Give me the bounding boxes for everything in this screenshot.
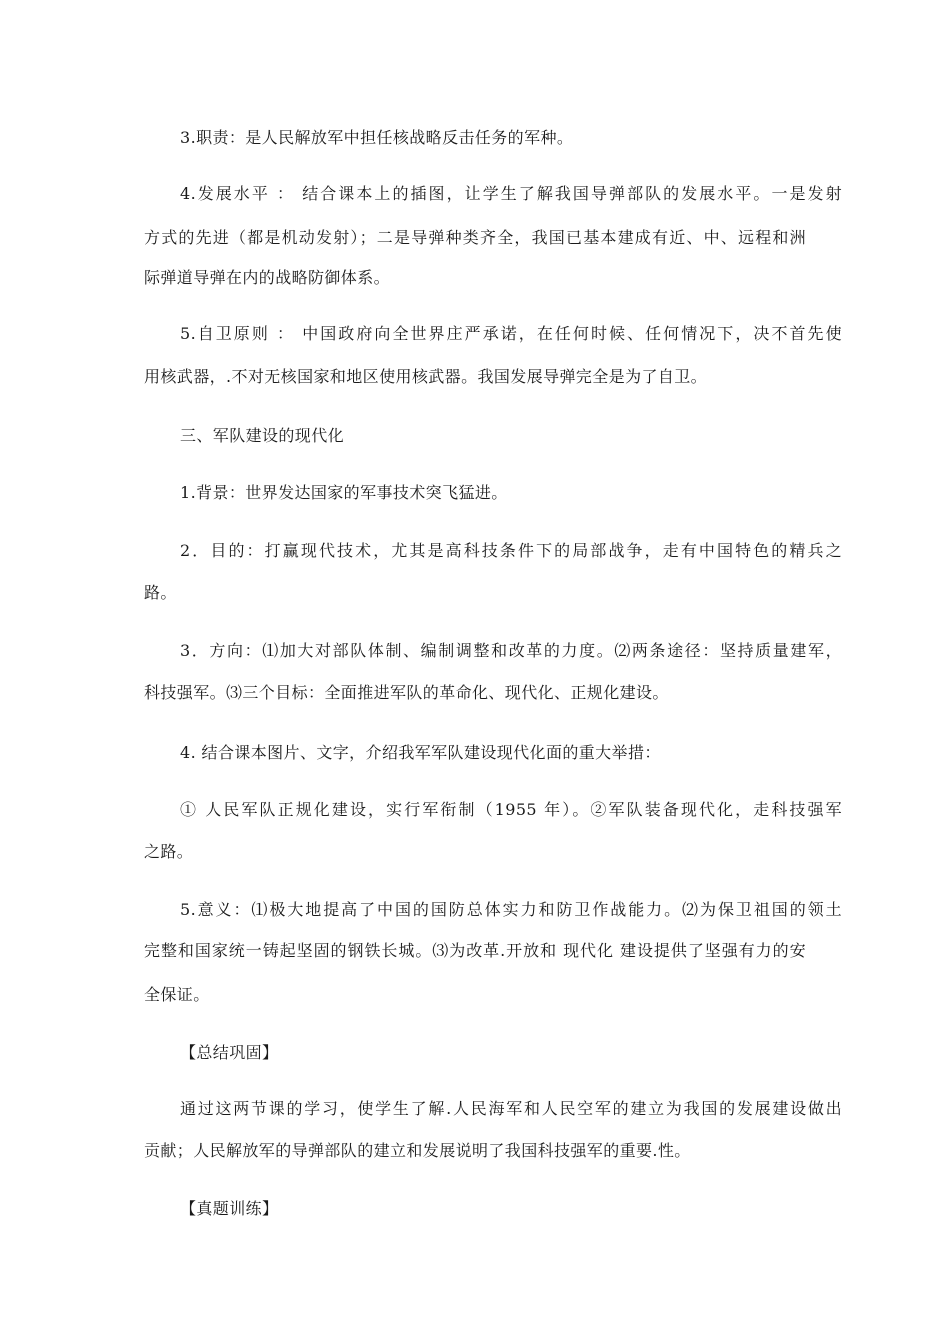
text-line: 方式的先进（都是机动发射）；二是导弹种类齐全，我国已基本建成有近、中、远程和洲 xyxy=(144,228,806,247)
text-line: 3．方向：⑴加大对部队体制、编制调整和改革的力度。⑵两条途径：坚持质量建军， xyxy=(180,641,842,660)
section-heading: 【真题训练】 xyxy=(180,1199,279,1218)
text-line: 完整和国家统一铸起坚固的钢铁长城。⑶为改革.开放和 现代化 建设提供了坚强有力的安 xyxy=(144,941,806,960)
text-line: 5.自卫原则 ： 中国政府向全世界庄严承诺，在任何时候、任何情况下，决不首先使 xyxy=(180,324,842,343)
text-line: 科技强军。⑶三个目标：全面推进军队的革命化、现代化、正规化建设。 xyxy=(144,683,669,702)
text-line: 4. 结合课本图片、文字，介绍我军军队建设现代化面的重大举措： xyxy=(180,743,661,762)
section-heading: 三、军队建设的现代化 xyxy=(180,426,345,445)
text-line: 3.职责：是人民解放军中担任核战略反击任务的军种。 xyxy=(180,128,574,147)
text-line: ① 人民军队正规化建设，实行军衔制（1955 年）。②军队装备现代化，走科技强军 xyxy=(180,800,842,819)
text-line: 路。 xyxy=(144,583,177,602)
text-line: 全保证。 xyxy=(144,985,210,1004)
text-line: 1.背景：世界发达国家的军事技术突飞猛进。 xyxy=(180,483,508,502)
section-heading: 【总结巩固】 xyxy=(180,1043,279,1062)
text-line: 用核武器，.不对无核国家和地区使用核武器。我国发展导弹完全是为了自卫。 xyxy=(144,367,708,386)
text-line: 际弹道导弹在内的战略防御体系。 xyxy=(144,268,391,287)
text-line: 通过这两节课的学习，使学生了解.人民海军和人民空军的建立为我国的发展建设做出 xyxy=(180,1099,842,1118)
text-line: 贡献；人民解放军的导弹部队的建立和发展说明了我国科技强军的重要.性。 xyxy=(144,1141,691,1160)
text-line: 5.意义：⑴极大地提高了中国的国防总体实力和防卫作战能力。⑵为保卫祖国的领土 xyxy=(180,900,842,919)
text-line: 4.发展水平 ： 结合课本上的插图，让学生了解我国导弹部队的发展水平。一是发射 xyxy=(180,184,842,203)
text-line: 之路。 xyxy=(144,842,194,861)
text-line: 2．目的：打赢现代技术，尤其是高科技条件下的局部战争，走有中国特色的精兵之 xyxy=(180,541,842,560)
